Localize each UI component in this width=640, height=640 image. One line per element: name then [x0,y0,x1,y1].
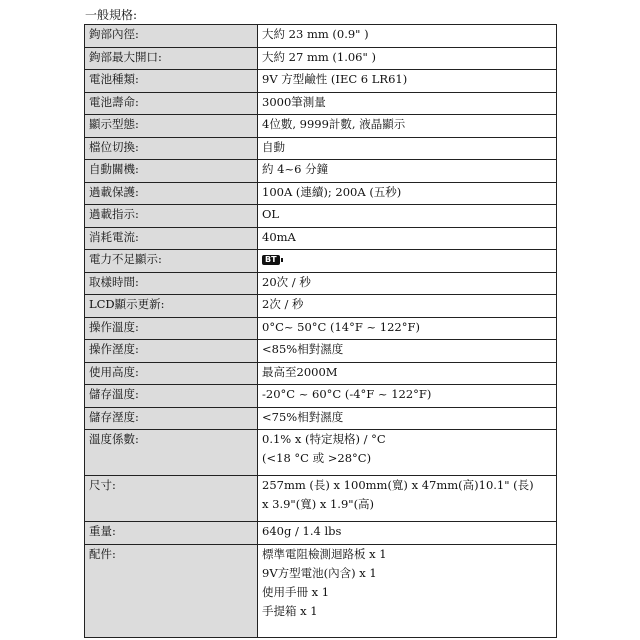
spec-label: LCD顯示更新: [85,295,258,318]
spec-value-line: 0°C~ 50°C (14°F ~ 122°F) [262,319,420,334]
spec-label: 重量: [85,522,258,545]
spec-value [258,92,557,115]
spec-label: 消耗電流: [85,227,258,250]
spec-value [258,137,557,160]
spec-value [258,115,557,138]
spec-value [258,362,557,385]
spec-value-line: 約 4~6 分鐘 [262,162,329,176]
spec-value-line: <75%相對濕度 [262,409,344,424]
spec-value-line: 257mm (長) x 100mm(寬) x 47mm(高)10.1" (長) [262,478,534,492]
spec-value [258,70,557,93]
spec-row [85,182,557,205]
spec-label: 操作溼度: [85,340,258,363]
spec-row [85,544,557,637]
spec-label: 電池壽命: [85,92,258,115]
spec-value [258,47,557,70]
spec-label: 使用高度: [85,362,258,385]
spec-value-line: 手提箱 x 1 [262,603,318,618]
spec-value [258,385,557,408]
spec-row [85,407,557,430]
spec-value-line: 使用手冊 x 1 [262,584,330,599]
spec-value-line: 自動 [262,139,285,154]
spec-value-line: -20°C ~ 60°C (-4°F ~ 122°F) [262,387,432,401]
spec-value [258,182,557,205]
spec-label: 過載保護: [85,182,258,205]
spec-label: 過載指示: [85,205,258,228]
spec-value-line: (<18 °C 或 >28°C) [262,451,372,465]
spec-row [85,476,557,522]
spec-value-line: 2次 / 秒 [262,297,304,311]
spec-row [85,205,557,228]
spec-value-line: 40mA [262,229,296,244]
spec-label: 檔位切換: [85,137,258,160]
spec-value-line: OL [262,207,280,221]
spec-value-line: 4位數, 9999計數, 液晶顯示 [262,117,406,131]
spec-value-line: 9V方型電池(內含) x 1 [262,565,377,580]
spec-value [258,407,557,430]
spec-value [258,272,557,295]
spec-value-line: x 3.9"(寬) x 1.9"(高) [262,497,375,511]
spec-value-line: <85%相對濕度 [262,342,344,356]
spec-row [85,70,557,93]
spec-row [85,137,557,160]
spec-value [258,250,557,273]
spec-value [258,205,557,228]
spec-value-line: 3000筆測量 [262,94,326,109]
spec-label: 配件: [85,544,258,637]
spec-row [85,317,557,340]
spec-label: 取樣時間: [85,272,258,295]
spec-row [85,295,557,318]
spec-label: 儲存溼度: [85,407,258,430]
spec-label: 儲存溫度: [85,385,258,408]
spec-value [258,227,557,250]
spec-row [85,47,557,70]
spec-row [85,385,557,408]
section-heading: 一般規格: [85,8,138,22]
spec-row [85,522,557,545]
spec-value [258,544,557,637]
spec-row [85,272,557,295]
spec-row [85,227,557,250]
spec-value-line: 最高至2000M [262,364,338,379]
spec-label: 鉤部最大開口: [85,47,258,70]
spec-row [85,160,557,183]
spec-label: 溫度係數: [85,430,258,476]
spec-value [258,25,557,48]
spec-value [258,340,557,363]
spec-label: 操作溫度: [85,317,258,340]
spec-label: 電池種類: [85,70,258,93]
spec-label: 自動關機: [85,160,258,183]
spec-label: 鉤部內徑: [85,25,258,48]
spec-value-line: 標準電阻檢測迴路板 x 1 [262,546,387,561]
spec-value [258,476,557,522]
spec-value-line: 100A (連續); 200A (五秒) [262,184,402,199]
spec-table [84,24,557,638]
spec-value [258,430,557,476]
spec-label: 尺寸: [85,476,258,522]
spec-row [85,92,557,115]
spec-value-line: 640g / 1.4 lbs [262,524,342,538]
spec-value [258,295,557,318]
low-battery-icon: BT [262,255,280,265]
spec-value [258,522,557,545]
spec-row [85,25,557,48]
spec-value [258,160,557,183]
spec-value-line: 20次 / 秒 [262,274,311,289]
spec-label: 電力不足顯示: [85,250,258,273]
spec-value-line: 大約 23 mm (0.9" ) [262,27,369,41]
spec-value [258,317,557,340]
spec-row [85,362,557,385]
spec-label: 顯示型態: [85,115,258,138]
spec-row [85,250,557,273]
spec-row [85,115,557,138]
spec-row [85,340,557,363]
spec-value-line: 0.1% x (特定規格) / °C [262,432,386,446]
spec-value-line: 大約 27 mm (1.06" ) [262,49,376,64]
spec-value-line: 9V 方型鹼性 (IEC 6 LR61) [262,72,408,86]
spec-row [85,430,557,476]
